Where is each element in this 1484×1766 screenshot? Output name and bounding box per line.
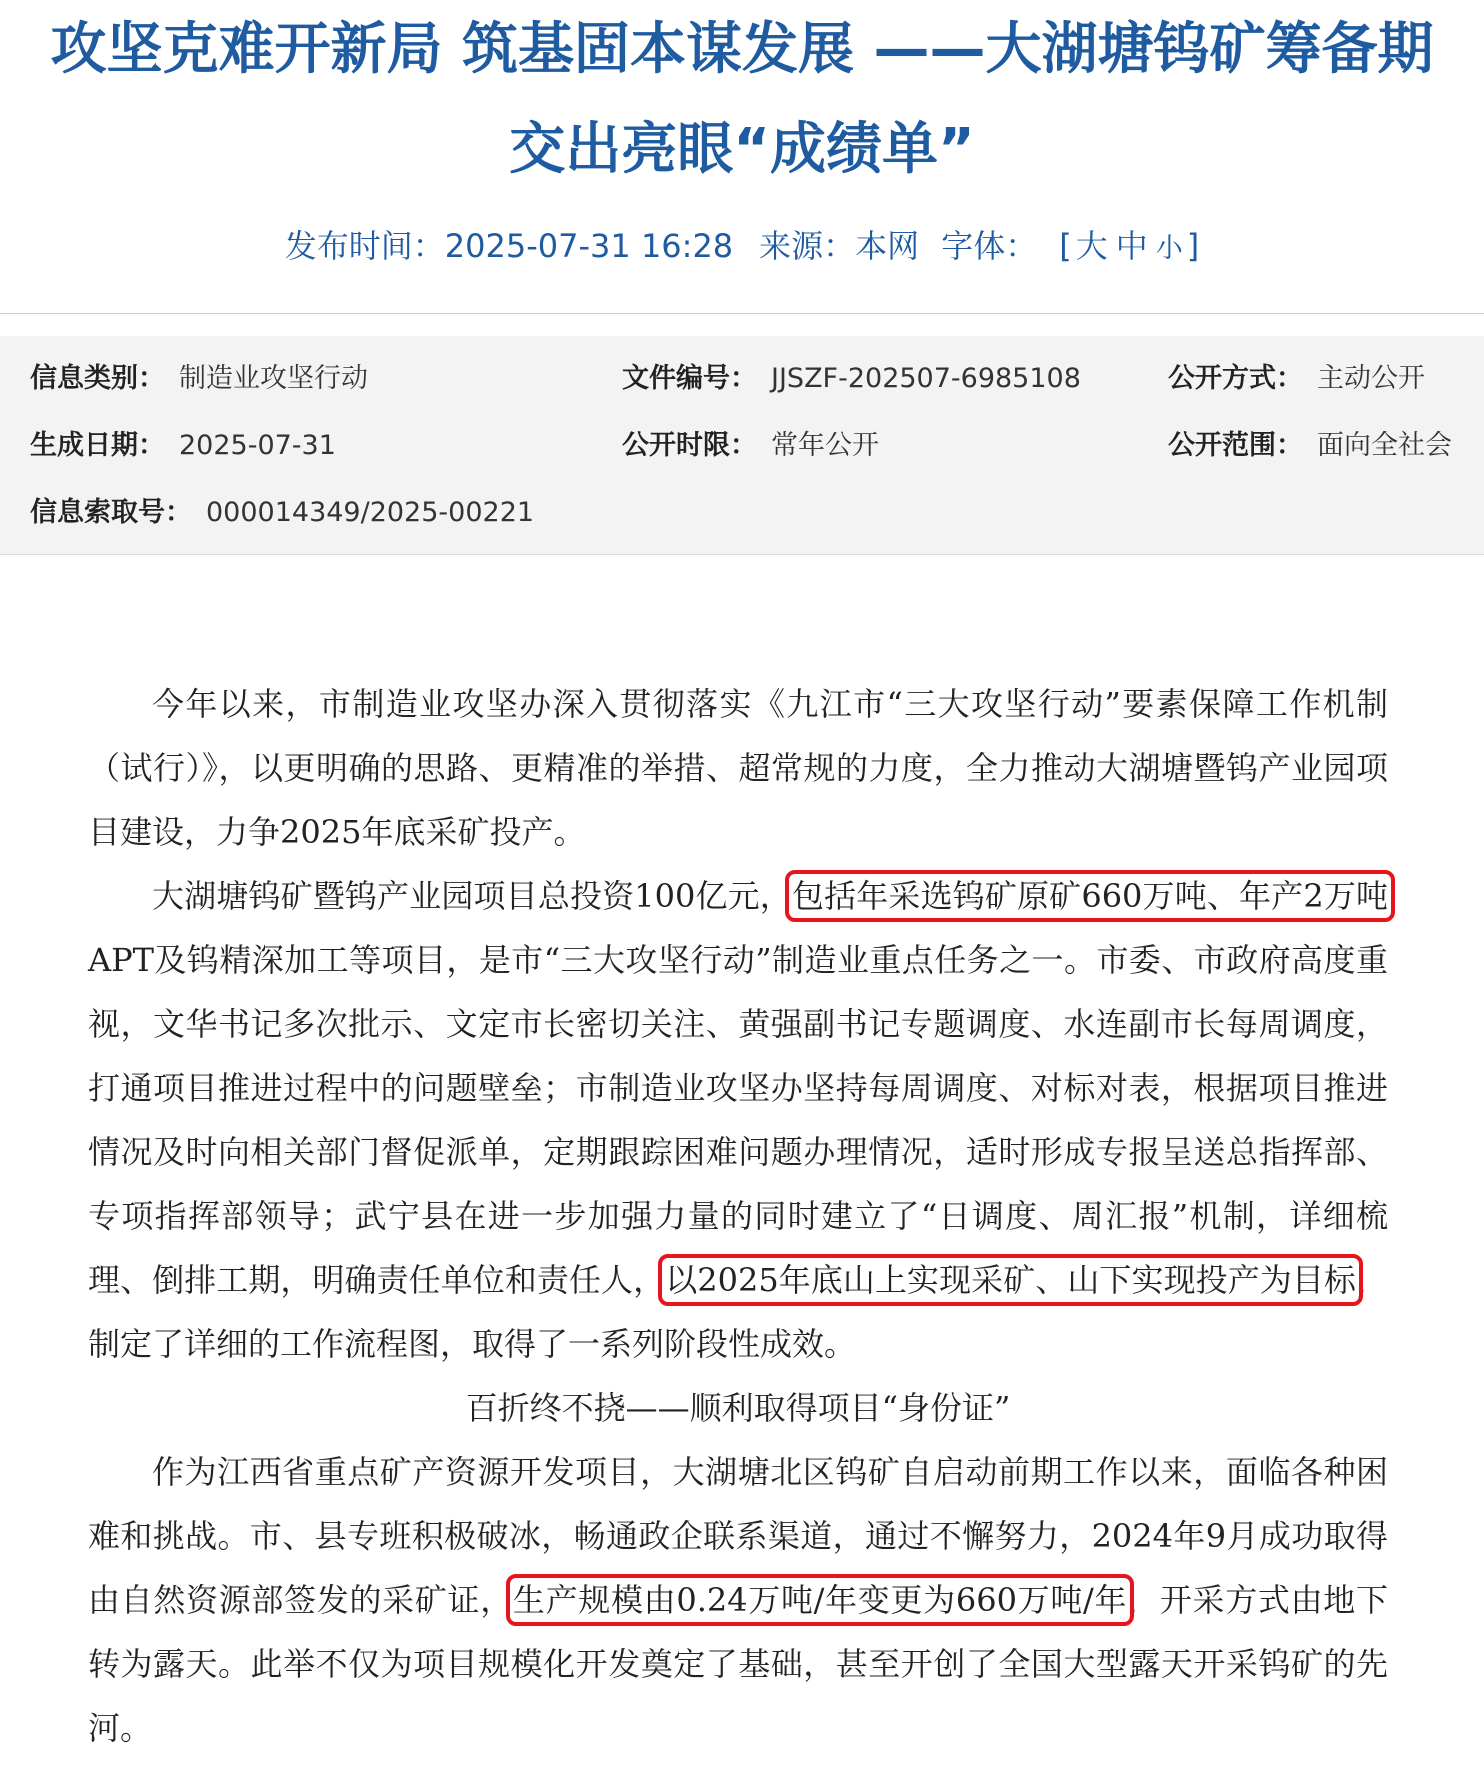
info-index-label: 信息索取号： bbox=[30, 497, 192, 528]
info-scope-value: 面向全社会 bbox=[1317, 430, 1452, 461]
info-scope bbox=[1168, 426, 1452, 466]
font-bracket-open: [ bbox=[1059, 227, 1072, 265]
info-date-value: 2025-07-31 bbox=[179, 430, 336, 461]
paragraph-project-lead: 大湖塘钨矿暨钨产业园项目总投资100亿元， bbox=[152, 877, 792, 915]
font-medium-button[interactable]: 中 bbox=[1115, 227, 1148, 265]
font-bracket-close: ] bbox=[1186, 227, 1200, 265]
article-title: 攻坚克难开新局 筑基固本谋发展 ——大湖塘钨矿筹备期交出亮眼“成绩单” bbox=[50, 17, 1434, 182]
source-label: 来源： bbox=[759, 227, 856, 265]
paragraph-license bbox=[88, 1440, 1388, 1760]
paragraph-intro: 今年以来，市制造业攻坚办深入贯彻落实《九江市“三大攻坚行动”要素保障工作机制（试行）》，以更明确的思路、更精准的举措、超常规的力度，全力推动大湖塘暨钨产业园项目建设，力争2025年底采矿投产。 bbox=[88, 685, 1388, 851]
font-small-button[interactable]: 小 bbox=[1155, 233, 1183, 264]
highlight-target: 以2025年底山上实现采矿、山下实现投产为目标 bbox=[665, 1261, 1356, 1299]
source-value: 本网 bbox=[855, 227, 920, 265]
publish-time: 2025-07-31 16:28 bbox=[444, 227, 734, 265]
paragraph-project-end: ，制定了详细的工作流程图，取得了一系列阶段性成效。 bbox=[88, 1261, 1388, 1363]
info-doc-number-value: JJSZF-202507-6985108 bbox=[771, 363, 1081, 394]
info-scope-label: 公开范围： bbox=[1168, 430, 1303, 461]
info-period-label: 公开时限： bbox=[622, 430, 757, 461]
info-panel bbox=[0, 336, 1484, 555]
info-open-mode-label: 公开方式： bbox=[1168, 363, 1303, 394]
info-category bbox=[30, 359, 368, 399]
info-period bbox=[622, 426, 879, 466]
info-doc-number bbox=[622, 359, 1081, 399]
info-open-mode-value: 主动公开 bbox=[1317, 363, 1425, 394]
publish-time-label: 发布时间： bbox=[284, 227, 445, 265]
info-category-value: 制造业攻坚行动 bbox=[179, 363, 368, 394]
info-index bbox=[30, 493, 534, 533]
info-date-label: 生成日期： bbox=[30, 430, 165, 461]
info-period-value: 常年公开 bbox=[771, 430, 879, 461]
header-divider bbox=[0, 313, 1484, 314]
paragraph-project bbox=[88, 864, 1388, 1376]
font-size-label: 字体： bbox=[941, 227, 1038, 265]
font-large-button[interactable]: 大 bbox=[1075, 227, 1108, 265]
paragraph-license-end: ，开采方式由地下转为露天。此举不仅为项目规模化开发奠定了基础，甚至开创了全国大型露天开采钨矿的先河。 bbox=[88, 1581, 1388, 1747]
article-body bbox=[88, 672, 1388, 1760]
info-open-mode bbox=[1168, 359, 1425, 399]
info-index-value: 000014349/2025-00221 bbox=[206, 497, 535, 528]
highlight-capacity: 包括年采选钨矿原矿660万吨、年产2万吨 bbox=[791, 877, 1388, 915]
info-category-label: 信息类别： bbox=[30, 363, 165, 394]
highlight-scale-change: 生产规模由0.24万吨/年变更为660万吨/年 bbox=[512, 1581, 1128, 1619]
paragraph-project-middle: APT及钨精深加工等项目，是市“三大攻坚行动”制造业重点任务之一。市委、市政府高度重视，文华书记多次批示、文定市长密切关注、黄强副书记专题调度、水连副市长每周调度，打通项目推进过程中的问题壁垒；市制造业攻坚办坚持每周调度、对标对表，根据项目推进情况及时向相关部门督促派单，定期跟踪困难问题办理情况，适时形成专报呈送总指挥部、专项指挥部领导；武宁县在进一步加强力量的同时建立了“日调度、周汇报”机制，详细梳理、倒排工期，明确责任单位和责任人， bbox=[88, 941, 1388, 1299]
info-date bbox=[30, 426, 336, 466]
info-doc-number-label: 文件编号： bbox=[622, 363, 757, 394]
paragraph-license-lead: 作为江西省重点矿产资源开发项目，大湖塘北区钨矿自启动前期工作以来，面临各种困难和挑战。市、县专班积极破冰，畅通政企联系渠道，通过不懈努力，2024年9月成功取得由自然资源部签发的采矿证， bbox=[88, 1453, 1388, 1619]
section-subtitle: 百折终不挠——顺利取得项目“身份证” bbox=[465, 1389, 1011, 1427]
article-meta bbox=[0, 222, 1484, 273]
